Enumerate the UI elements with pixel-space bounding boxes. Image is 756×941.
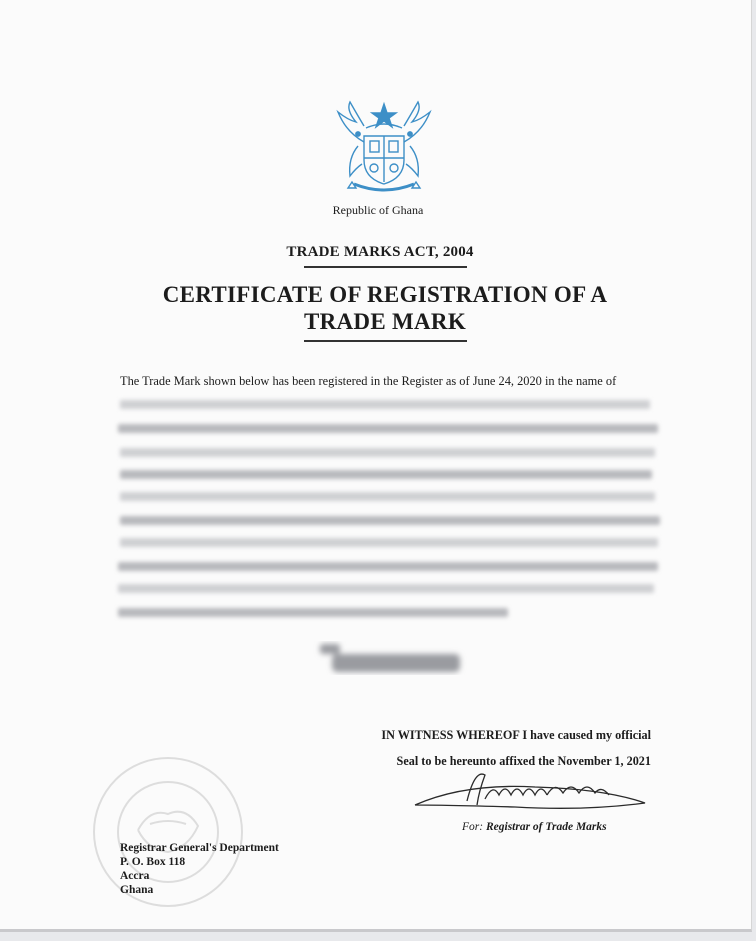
redacted-line <box>120 400 650 409</box>
act-underline <box>304 266 467 268</box>
registrar-title: Registrar of Trade Marks <box>485 821 607 833</box>
address-line: Accra <box>120 870 150 882</box>
address-line: Registrar General's Department <box>120 842 279 854</box>
ghana-coat-of-arms-icon <box>328 98 440 198</box>
witness-line-1: IN WITNESS WHEREOF I have caused my official <box>381 728 651 742</box>
registration-intro: The Trade Mark shown below has been registered in the Register as of June 24, 2020 in the name of <box>120 374 617 388</box>
title-underline <box>304 340 467 342</box>
country-name: Republic of Ghana <box>332 203 424 217</box>
witness-line-2: Seal to be hereunto affixed the November 1, 2021 <box>396 754 651 768</box>
registrar-address <box>120 841 279 897</box>
redacted-details <box>118 396 658 626</box>
redacted-line <box>120 470 652 479</box>
address-line: Ghana <box>120 884 154 896</box>
redacted-line <box>120 492 655 501</box>
redacted-line <box>118 424 658 433</box>
for-prefix: For: <box>462 821 484 833</box>
redacted-line <box>118 608 508 617</box>
signature-icon <box>405 765 655 815</box>
trade-mark-image <box>310 638 470 678</box>
redacted-line <box>118 562 658 571</box>
title-line-2: TRADE MARK <box>303 309 467 334</box>
redacted-line <box>120 538 658 547</box>
title-line-1: CERTIFICATE OF REGISTRATION OF A <box>162 282 608 307</box>
signatory-title <box>462 821 607 833</box>
redacted-line <box>120 448 655 457</box>
act-heading: TRADE MARKS ACT, 2004 <box>286 244 474 260</box>
address-line: P. O. Box 118 <box>120 856 186 868</box>
redacted-line <box>120 516 660 525</box>
certificate-title <box>120 281 650 335</box>
redacted-line <box>118 584 654 593</box>
